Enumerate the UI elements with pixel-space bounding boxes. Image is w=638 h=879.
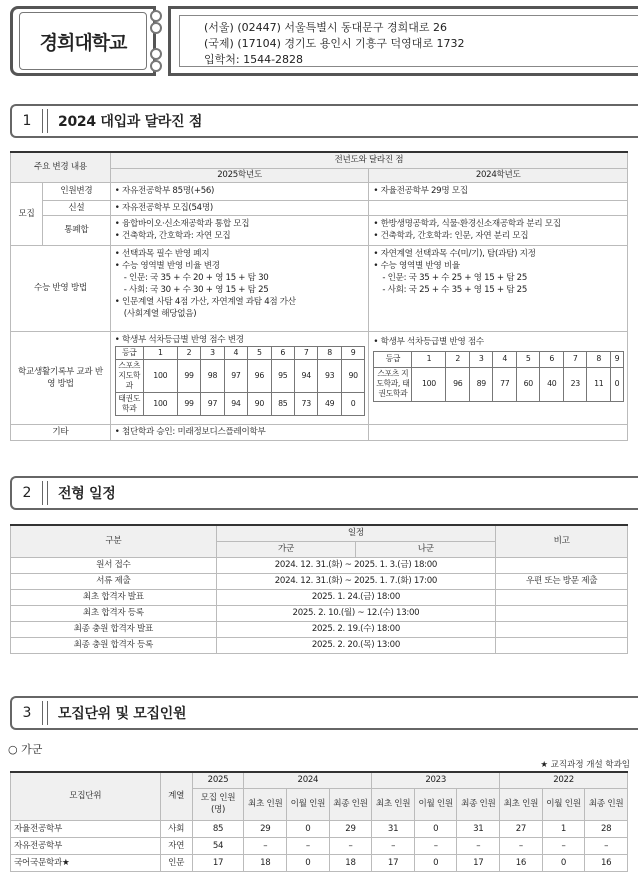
table-cell: 7 — [294, 346, 317, 359]
sec-bar — [42, 109, 48, 133]
table-cell: 자유전공학부 — [11, 837, 161, 854]
ring-icon — [150, 22, 162, 34]
table-cell: 4 — [493, 351, 517, 367]
table-cell: 2025. 2. 20.(목) 13:00 — [216, 637, 496, 653]
table-row — [11, 215, 628, 245]
table-cell: 2025. 2. 10.(월) ~ 12.(수) 13:00 — [216, 605, 496, 621]
table-cell: 주요 변경 내용 — [11, 152, 111, 182]
table-cell: • 첨단학과 승인: 미래정보디스플레이학부 — [110, 424, 369, 440]
table-row — [11, 854, 628, 871]
table-cell: 54 — [192, 837, 244, 854]
table-cell: 3 — [469, 351, 493, 367]
table-cell: 비고 — [496, 525, 628, 557]
table-cell: 94 — [294, 359, 317, 392]
table-cell: 통폐합 — [42, 215, 110, 245]
table-cell — [496, 589, 628, 605]
table-cell: 가군 — [216, 541, 356, 557]
table-cell: 신설 — [42, 200, 110, 215]
table-cell: 17 — [192, 854, 244, 871]
table-cell: 11 — [587, 367, 611, 401]
university-logo — [10, 6, 156, 76]
ring-icon — [150, 48, 162, 60]
sec-num: 1 — [22, 113, 32, 129]
table-cell: 0 — [341, 392, 365, 415]
table-cell: 이월 인원 — [414, 788, 457, 820]
table-cell: 인문 — [160, 854, 192, 871]
table-cell — [496, 637, 628, 653]
table-row — [11, 573, 628, 589]
table-cell: 스포츠 지도학과 — [115, 359, 143, 392]
table-cell: 원서 접수 — [11, 557, 217, 573]
table-cell: 2 — [446, 351, 470, 367]
table-cell: 이월 인원 — [287, 788, 330, 820]
table-cell: 96 — [248, 359, 271, 392]
table-cell: 2024 — [244, 772, 372, 788]
table-cell: 자율전공학부 — [11, 820, 161, 837]
table-cell: 17 — [457, 854, 500, 871]
ring-icon — [150, 60, 162, 72]
table-cell: 40 — [540, 367, 564, 401]
table-cell: 2022 — [500, 772, 628, 788]
table-cell: 9 — [341, 346, 365, 359]
table-cell: 6 — [540, 351, 564, 367]
table-cell: 27 — [500, 820, 543, 837]
table-cell: 0 — [610, 367, 623, 401]
table-cell: 18 — [329, 854, 372, 871]
table-cell: 최종 충원 합격자 등록 — [11, 637, 217, 653]
table-cell: 최초 인원 — [244, 788, 287, 820]
table-cell: 3 — [201, 346, 224, 359]
table-row — [11, 772, 628, 788]
table-cell: 16 — [500, 854, 543, 871]
table-cell: 2 — [177, 346, 200, 359]
ring-icon — [150, 10, 162, 22]
table-row — [11, 200, 628, 215]
table-cell: 전년도와 달라진 점 — [110, 152, 627, 168]
table-cell: • 자율전공학부 29명 모집 — [369, 182, 628, 200]
table-cell: 8 — [318, 346, 341, 359]
table-cell: 이월 인원 — [542, 788, 585, 820]
table-cell: 모집 — [11, 182, 43, 245]
table-cell: 1 — [143, 346, 177, 359]
table-row — [11, 331, 628, 424]
table-row — [115, 392, 365, 415]
table-cell: 최종 인원 — [329, 788, 372, 820]
table-cell: • 학생부 석차등급별 반영 점수 등급 1 2 3 4 5 6 7 8 9 스포츠 지도학과, 태권도학과 100 96 89 77 60 40 23 11 0 — [369, 331, 628, 424]
table-cell: • 학생부 석차등급별 반영 점수 변경 등급 1 2 3 4 5 6 7 8 9 스포츠 지도학과 100 99 98 97 96 95 94 93 90 태권도 학과 100 99 97 94 90 85 73 49 0 — [110, 331, 369, 424]
table-cell: 31 — [457, 820, 500, 837]
table-row — [115, 346, 365, 359]
table-cell: 85 — [271, 392, 294, 415]
table-cell: 0 — [287, 820, 330, 837]
sec-title: 전형 일정 — [58, 486, 116, 502]
table-cell: • 자유전공학부 85명(+56) — [110, 182, 369, 200]
table-cell: 49 — [318, 392, 341, 415]
table-cell: 모집단위 — [11, 772, 161, 820]
table-cell: 일정 — [216, 525, 496, 541]
table-cell: 93 — [318, 359, 341, 392]
table-cell: 97 — [224, 359, 247, 392]
table-cell: 9 — [610, 351, 623, 367]
table-row — [374, 367, 624, 401]
table-cell: 우편 또는 방문 제출 — [496, 573, 628, 589]
table-cell: 국어국문학과★ — [11, 854, 161, 871]
table-row — [115, 359, 365, 392]
table-cell: 100 — [412, 367, 446, 401]
table-cell: 최초 인원 — [372, 788, 415, 820]
table-cell: 모집 인원(명) — [192, 788, 244, 820]
table-cell: 0 — [414, 820, 457, 837]
table-cell: – — [372, 837, 415, 854]
table-cell: 100 — [143, 392, 177, 415]
table-cell: 2023 — [372, 772, 500, 788]
table-cell: 16 — [585, 854, 628, 871]
sec-num: 2 — [22, 485, 32, 501]
table-cell: 학교생활기록부 교과 반영 방법 — [11, 331, 111, 424]
table-cell — [496, 605, 628, 621]
table-row — [11, 621, 628, 637]
table-cell: 60 — [516, 367, 540, 401]
table-cell: – — [287, 837, 330, 854]
table-cell: 서류 제출 — [11, 573, 217, 589]
table-cell: – — [329, 837, 372, 854]
table-cell: 96 — [446, 367, 470, 401]
table-row — [374, 351, 624, 367]
address-global: (국제) (17104) 경기도 용인시 기흥구 덕영대로 1732 — [204, 37, 465, 50]
table-row — [11, 424, 628, 440]
table-row — [11, 637, 628, 653]
table-cell: • 자유전공학부 모집(54명) — [110, 200, 369, 215]
table-cell — [496, 557, 628, 573]
table-cell: 5 — [516, 351, 540, 367]
table-cell: 등급 — [115, 346, 143, 359]
table-cell: 1 — [412, 351, 446, 367]
table-cell: 73 — [294, 392, 317, 415]
table-row — [11, 605, 628, 621]
table-cell: 2025. 2. 19.(수) 18:00 — [216, 621, 496, 637]
table-cell: 태권도 학과 — [115, 392, 143, 415]
table-cell: 최초 합격자 등록 — [11, 605, 217, 621]
sec-num: 3 — [22, 705, 32, 721]
table-cell: 100 — [143, 359, 177, 392]
table-cell: 최종 충원 합격자 발표 — [11, 621, 217, 637]
table-cell: 인원변경 — [42, 182, 110, 200]
table-cell: 최종 인원 — [457, 788, 500, 820]
table-cell: 2025. 1. 24.(금) 18:00 — [216, 589, 496, 605]
address-seoul: (서울) (02447) 서울특별시 동대문구 경희대로 26 — [204, 21, 448, 34]
table-cell: 8 — [587, 351, 611, 367]
table-cell: 계열 — [160, 772, 192, 820]
table-cell: 등급 — [374, 351, 412, 367]
table-cell: 나군 — [356, 541, 496, 557]
table-cell: 17 — [372, 854, 415, 871]
table-cell — [496, 621, 628, 637]
table-cell: 6 — [271, 346, 294, 359]
table-cell: 2025학년도 — [110, 168, 369, 182]
table-cell: 2024. 12. 31.(화) ~ 2025. 1. 7.(화) 17:00 — [216, 573, 496, 589]
table-cell: 99 — [177, 392, 200, 415]
schedule-table — [10, 524, 628, 654]
table-cell: 94 — [224, 392, 247, 415]
table-cell: 2024학년도 — [369, 168, 628, 182]
changes-table — [10, 151, 628, 441]
table-row — [11, 525, 628, 541]
table-cell: 5 — [248, 346, 271, 359]
table-cell: • 자연계열 선택과목 수(미/기), 탐(과탐) 지정 • 수능 영역별 반영 비율 - 인문: 국 35 + 수 25 + 영 15 + 탐 25 - 사회: 국 25 + 수 35 + 영 15 + 탐 25 — [369, 245, 628, 331]
table-cell: – — [244, 837, 287, 854]
section-3-header — [10, 696, 638, 730]
table-cell: 31 — [372, 820, 415, 837]
table-cell: • 한방생명공학과, 식물·환경신소재공학과 분리 모집 • 건축학과, 간호학과: 인문, 자연 분리 모집 — [369, 215, 628, 245]
table-cell: 29 — [244, 820, 287, 837]
section-2-header — [10, 476, 638, 510]
table-cell: 18 — [244, 854, 287, 871]
table-cell: 0 — [287, 854, 330, 871]
table-row — [11, 837, 628, 854]
table-cell: 최종 인원 — [585, 788, 628, 820]
table-cell: 최초 인원 — [500, 788, 543, 820]
sec-title: 모집단위 및 모집인원 — [58, 706, 187, 722]
table-cell: 스포츠 지도학과, 태권도학과 — [374, 367, 412, 401]
table-cell: – — [542, 837, 585, 854]
table-cell: 기타 — [11, 424, 111, 440]
group-label: ○ 가군 — [8, 743, 43, 756]
table-cell: 2025 — [192, 772, 244, 788]
table-cell: 89 — [469, 367, 493, 401]
table-row — [11, 245, 628, 331]
table-cell: – — [457, 837, 500, 854]
table-cell: 0 — [414, 854, 457, 871]
admissions-phone: 입학처: 1544-2828 — [204, 53, 304, 66]
table-cell: 85 — [192, 820, 244, 837]
sec-bar — [42, 701, 48, 725]
table-cell: • 선택과목 필수 반영 폐지 • 수능 영역별 반영 비율 변경 - 인문: 국 35 + 수 20 + 영 15 + 탐 30 - 사회: 국 30 + 수 30 + 영 15 + 탐 25 • 인문계열 사탐 4점 가산, 자연계열 과탐 4점 가산 (사회계열 해당없음) — [110, 245, 369, 331]
table-row — [11, 152, 628, 168]
contact-box — [168, 6, 638, 76]
table-cell: 77 — [493, 367, 517, 401]
table-cell: 28 — [585, 820, 628, 837]
teaching-note: ★ 교직과정 개설 학과임 — [540, 760, 630, 770]
table-row — [11, 589, 628, 605]
quota-table — [10, 771, 628, 872]
table-row — [11, 557, 628, 573]
table-cell: 0 — [542, 854, 585, 871]
table-cell: • 융합바이오·신소재공학과 통합 모집 • 건축학과, 간호학과: 자연 모집 — [110, 215, 369, 245]
table-cell: – — [414, 837, 457, 854]
grade-table-2025 — [115, 346, 366, 416]
table-cell: 구분 — [11, 525, 217, 557]
table-cell — [369, 200, 628, 215]
table-cell: 90 — [248, 392, 271, 415]
table-cell: 4 — [224, 346, 247, 359]
table-row — [11, 182, 628, 200]
table-cell: 2024. 12. 31.(화) ~ 2025. 1. 3.(금) 18:00 — [216, 557, 496, 573]
logo-text: 경희대학교 — [19, 12, 147, 70]
table-cell: 7 — [563, 351, 587, 367]
table-cell: 자연 — [160, 837, 192, 854]
table-cell: – — [500, 837, 543, 854]
table-cell: 98 — [201, 359, 224, 392]
table-cell: 1 — [542, 820, 585, 837]
table-cell: 97 — [201, 392, 224, 415]
table-cell: 사회 — [160, 820, 192, 837]
grade-table-2024 — [373, 351, 624, 402]
table-cell: – — [585, 837, 628, 854]
table-cell: 99 — [177, 359, 200, 392]
sec-title: 2024 대입과 달라진 점 — [58, 114, 203, 130]
table-cell: 수능 반영 방법 — [11, 245, 111, 331]
table-cell: 95 — [271, 359, 294, 392]
table-cell: 29 — [329, 820, 372, 837]
table-cell: 90 — [341, 359, 365, 392]
section-1-header — [10, 104, 638, 138]
table-row — [11, 820, 628, 837]
table-cell: 최초 합격자 발표 — [11, 589, 217, 605]
table-cell — [369, 424, 628, 440]
table-cell: 23 — [563, 367, 587, 401]
sec-bar — [42, 481, 48, 505]
